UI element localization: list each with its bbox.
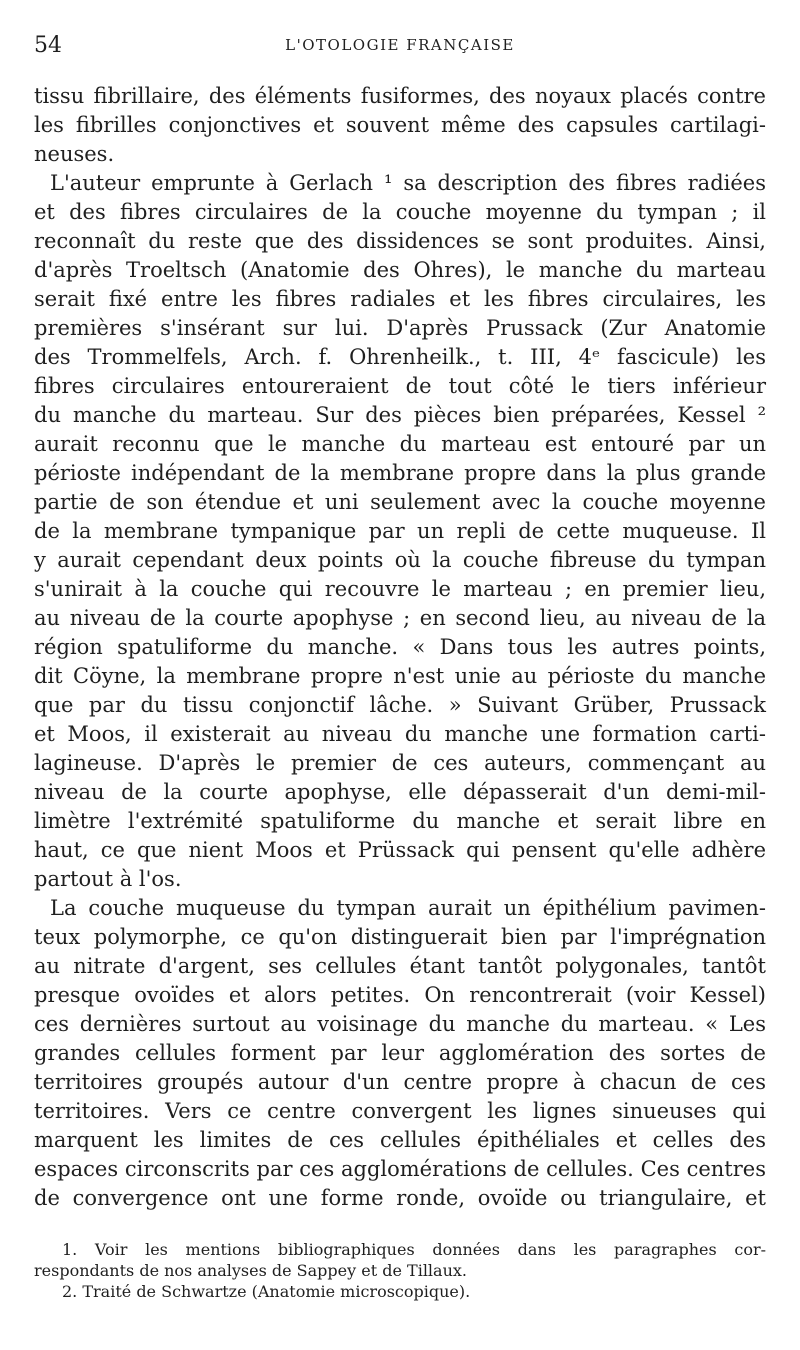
body-line: grandes cellules forment par leur agglomération des sortes de: [34, 1041, 766, 1065]
footnote-line: 2. Traité de Schwartze (Anatomie microscopique).: [62, 1282, 471, 1301]
body-line: et des fibres circulaires de la couche moyenne du tympan ; il: [34, 200, 766, 224]
page-number: 54: [34, 33, 62, 58]
body-line: espaces circonscrits par ces agglomérations de cellules. Ces centres: [34, 1157, 766, 1181]
body-line: y aurait cependant deux points où la couche fibreuse du tympan: [34, 548, 766, 572]
body-line: au niveau de la courte apophyse ; en second lieu, au niveau de la: [34, 606, 766, 630]
body-line: s'unirait à la couche qui recouvre le marteau ; en premier lieu,: [34, 577, 766, 601]
body-line: haut, ce que nient Moos et Prüssack qui pensent qu'elle adhère: [34, 838, 766, 862]
body-line: territoires groupés autour d'un centre propre à chacun de ces: [34, 1070, 766, 1094]
body-line: et Moos, il existerait au niveau du manche une formation carti-: [34, 722, 766, 746]
footnote-line: respondants de nos analyses de Sappey et de Tillaux.: [34, 1261, 467, 1280]
body-line: de convergence ont une forme ronde, ovoïde ou triangulaire, et: [34, 1186, 766, 1210]
body-line: premières s'insérant sur lui. D'après Prussack (Zur Anatomie: [34, 316, 766, 340]
body-line: que par du tissu conjonctif lâche. » Suivant Grüber, Prussack: [34, 693, 766, 717]
body-line: niveau de la courte apophyse, elle dépasserait d'un demi-mil-: [34, 780, 766, 804]
body-line: région spatuliforme du manche. « Dans tous les autres points,: [34, 635, 766, 659]
footnote-line: 1. Voir les mentions bibliographiques données dans les paragraphes cor-: [62, 1240, 766, 1259]
body-text: [34, 82, 766, 1213]
body-line: périoste indépendant de la membrane propre dans la plus grande: [34, 461, 766, 485]
body-line: lagineuse. D'après le premier de ces auteurs, commençant au: [34, 751, 766, 775]
body-line: marquent les limites de ces cellules épithéliales et celles des: [34, 1128, 766, 1152]
footnotes: [34, 1239, 766, 1302]
body-line: neuses.: [34, 142, 115, 166]
body-line: presque ovoïdes et alors petites. On rencontrerait (voir Kessel): [34, 983, 766, 1007]
body-line: dit Cöyne, la membrane propre n'est unie au périoste du manche: [34, 664, 766, 688]
body-line: territoires. Vers ce centre convergent les lignes sinueuses qui: [34, 1099, 766, 1123]
body-line: tissu fibrillaire, des éléments fusiformes, des noyaux placés contre: [34, 84, 766, 108]
running-head: L'OTOLOGIE FRANÇAISE: [285, 36, 515, 54]
body-line: La couche muqueuse du tympan aurait un épithélium pavimen-: [50, 896, 766, 920]
body-line: L'auteur emprunte à Gerlach ¹ sa description des fibres radiées: [50, 171, 766, 195]
body-line: des Trommelfels, Arch. f. Ohrenheilk., t. III, 4ᵉ fascicule) les: [34, 345, 766, 369]
body-line: fibres circulaires entoureraient de tout côté le tiers inférieur: [34, 374, 766, 398]
body-line: teux polymorphe, ce qu'on distinguerait bien par l'imprégnation: [34, 925, 766, 949]
body-line: au nitrate d'argent, ses cellules étant tantôt polygonales, tantôt: [34, 954, 766, 978]
body-line: d'après Troeltsch (Anatomie des Ohres), le manche du marteau: [34, 258, 766, 282]
body-line: du manche du marteau. Sur des pièces bien préparées, Kessel ²: [34, 403, 766, 427]
body-line: limètre l'extrémité spatuliforme du manche et serait libre en: [34, 809, 766, 833]
body-line: reconnaît du reste que des dissidences se sont produites. Ainsi,: [34, 229, 766, 253]
body-line: aurait reconnu que le manche du marteau est entouré par un: [34, 432, 766, 456]
body-line: de la membrane tympanique par un repli de cette muqueuse. Il: [34, 519, 766, 543]
body-line: serait fixé entre les fibres radiales et les fibres circulaires, les: [34, 287, 766, 311]
body-line: partout à l'os.: [34, 867, 182, 891]
body-line: les fibrilles conjonctives et souvent même des capsules cartilagi-: [34, 113, 766, 137]
body-line: partie de son étendue et uni seulement avec la couche moyenne: [34, 490, 766, 514]
body-line: ces dernières surtout au voisinage du manche du marteau. « Les: [34, 1012, 766, 1036]
